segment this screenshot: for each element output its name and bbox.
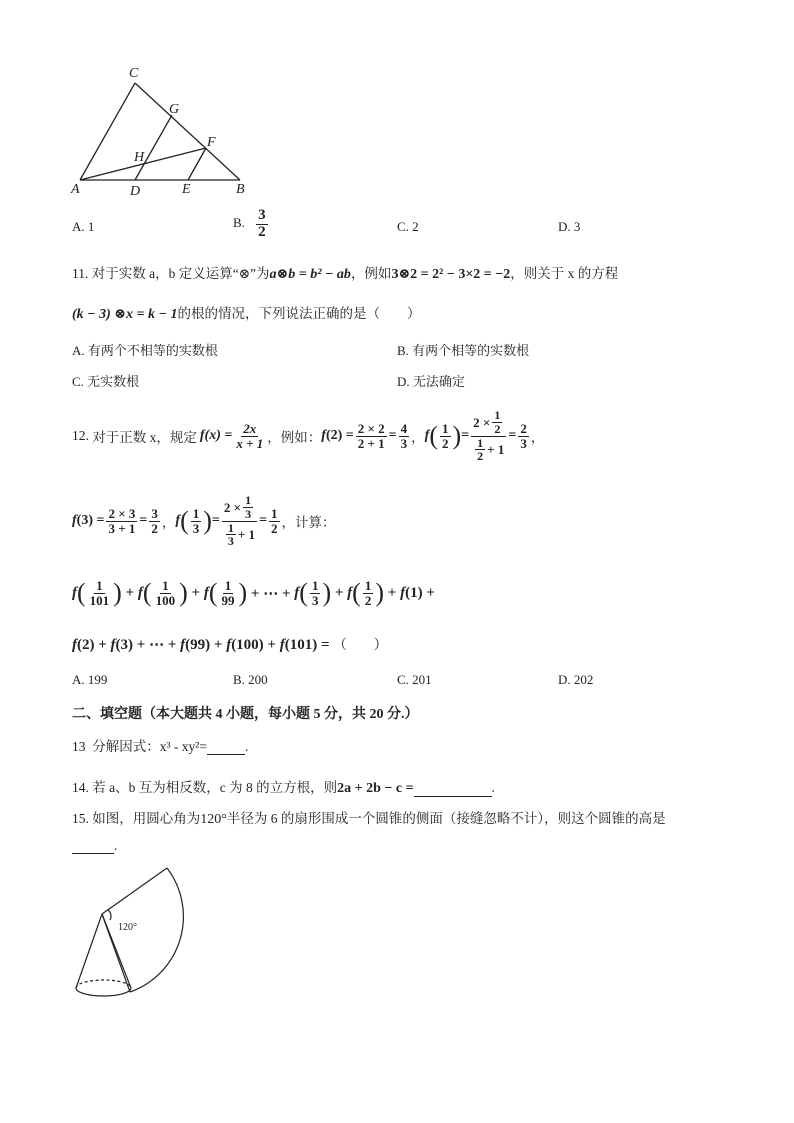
option-letter: D. [397,374,410,389]
option-text: 无法确定 [412,374,465,389]
option-letter: A. [72,219,85,234]
option-value: 2 [412,219,419,234]
q11-option-d[interactable] [397,371,465,390]
option-letter: D. [558,672,571,687]
q11-text-a: 对于实数 a，b 定义运算“⊗”为 [91,266,270,281]
q12-example-word: ，例如： [267,430,322,445]
q12-option-b[interactable] [233,672,268,688]
q14: 14. 若 a、b 互为相反数，c 为 8 的立方根，则2a + 2b − c = . [72,780,495,796]
option-text: 无实数根 [87,374,140,389]
cone-base-back [76,980,131,988]
q11-text-c: ，则关于 x 的方程 [510,266,619,281]
segment-ac [80,83,135,180]
cone-sector-figure [68,860,198,1010]
option-value: 200 [248,672,268,687]
q10-option-a[interactable] [72,219,94,235]
label-h: H [134,150,145,165]
option-letter: D. [558,219,571,234]
question-number: 13 [72,739,86,754]
q12-line2: f(3) = $\frac{2 \times 3}{3 + 1}$ = $\frac{3}{2}$ ， f ( 1 3 ) = 2 × 1 3 1 3 + 1 = $\frac{1}{2}$ ，计算： [72,493,336,549]
q12-option-a[interactable] [72,672,107,688]
q11-text-b: ，例如 [350,266,392,281]
option-letter: A. [72,672,85,687]
segment-cb [135,83,240,180]
cone-base-front [76,988,131,996]
q15-text-a: 如图，用圆心角为 [92,811,201,826]
label-d: D [130,184,141,199]
option-value: 202 [573,672,594,687]
segment-ef [188,148,206,180]
option-value: 3 [573,219,581,234]
q11-equation: (k − 3) ⊗x = k − 1 [72,307,178,322]
label-b: B [236,182,245,197]
option-text: 有两个不相等的实数根 [87,343,218,358]
q12-line1: 12. 对于正数 x，规定 f(x) = $\frac{2x}{x + 1}$ ，例如： f(2) = $\frac{2 \times 2}{2 + 1}$ = $\frac{4}{3}$ ， f ( 1 2 ) = 2 × 1 2 1 2 + 1 = $\frac{2}{3}$ ， [72,408,545,464]
option-letter: A. [72,343,85,358]
q11-option-c[interactable] [72,371,139,390]
q11-text-d: 的根的情况，下列说法正确的是（ ） [177,306,421,321]
q12-sum-line1: f ( 1 101 ) + f ( 1 100 ) + f ( 1 99 ) + ⋯ + f ( 1 3 ) + f ( 1 2 ) + f (1) + [72,577,435,608]
cone-left-edge [76,914,102,988]
q12-option-c[interactable] [397,672,432,688]
label-e: E [182,182,191,197]
angle-arc [108,910,111,920]
q11-line2 [72,302,421,323]
label-f: F [207,135,216,150]
q11-definition: a⊗b = b² − ab [269,267,351,282]
q13-text: 分解因式：x³ - xy²= [92,739,207,754]
option-value: 199 [87,672,108,687]
question-number: 15. [72,811,89,826]
q12-calc-word: ，计算： [281,515,336,530]
option-value: 1 [87,219,95,234]
q15-line2: . [72,838,117,854]
q12-intro: 对于正数 x，规定 [92,430,197,445]
triangle-figure [68,62,268,202]
label-g: G [169,102,180,117]
q13: 13 分解因式：x³ - xy²= . [72,739,249,754]
q12-sum-line2: f(2) + f(3) + ⋯ + f(99) + f(100) + f(101) = （ ） [72,637,388,653]
q13-answer-blank[interactable] [207,754,245,755]
q15-line1 [72,807,666,828]
option-letter: B. [397,343,409,358]
fraction-3-2: $\frac{3}{2}$ [258,207,266,240]
question-number: 11. [72,266,89,281]
option-letter: C. [397,219,409,234]
q11-example: 3⊗2 = 2² − 3×2 = −2 [391,267,511,282]
option-letter: C. [72,374,84,389]
segment-dg [135,115,172,180]
q11-option-b[interactable] [397,340,529,359]
sector-arc [130,868,183,992]
q15-angle: 120° [200,812,227,827]
q11-option-a[interactable] [72,340,218,359]
label-c: C [129,66,139,81]
section-heading: 二、填空题（本大题共 4 小题，每小题 5 分，共 20 分.） [72,707,419,722]
question-number: 12. [72,428,89,443]
q15-text-b: 半径为 6 的扇形围成一个圆锥的侧面（接缝忽略不计），则这个圆锥的高是 [226,811,666,826]
option-letter: B. [233,672,245,687]
option-text: 有两个相等的实数根 [412,343,530,358]
label-a: A [71,182,80,197]
q10-option-c[interactable] [397,219,419,235]
q10-option-d[interactable] [558,219,580,235]
angle-label: 120° [118,922,137,933]
q12-option-d[interactable] [558,672,593,688]
option-value: 201 [412,672,432,687]
q11-line1 [72,262,618,283]
q15-answer-blank[interactable] [72,839,114,854]
option-letter: C. [397,672,409,687]
q10-option-b[interactable] [233,208,270,241]
question-number: 14. [72,780,89,795]
q14-text: 若 a、b 互为相反数，c 为 8 的立方根，则 [92,780,338,795]
option-letter: B. [233,215,245,231]
q14-expression: 2a + 2b − c = [337,781,414,796]
sector-radius-top [102,868,167,914]
q14-answer-blank[interactable] [414,796,492,797]
